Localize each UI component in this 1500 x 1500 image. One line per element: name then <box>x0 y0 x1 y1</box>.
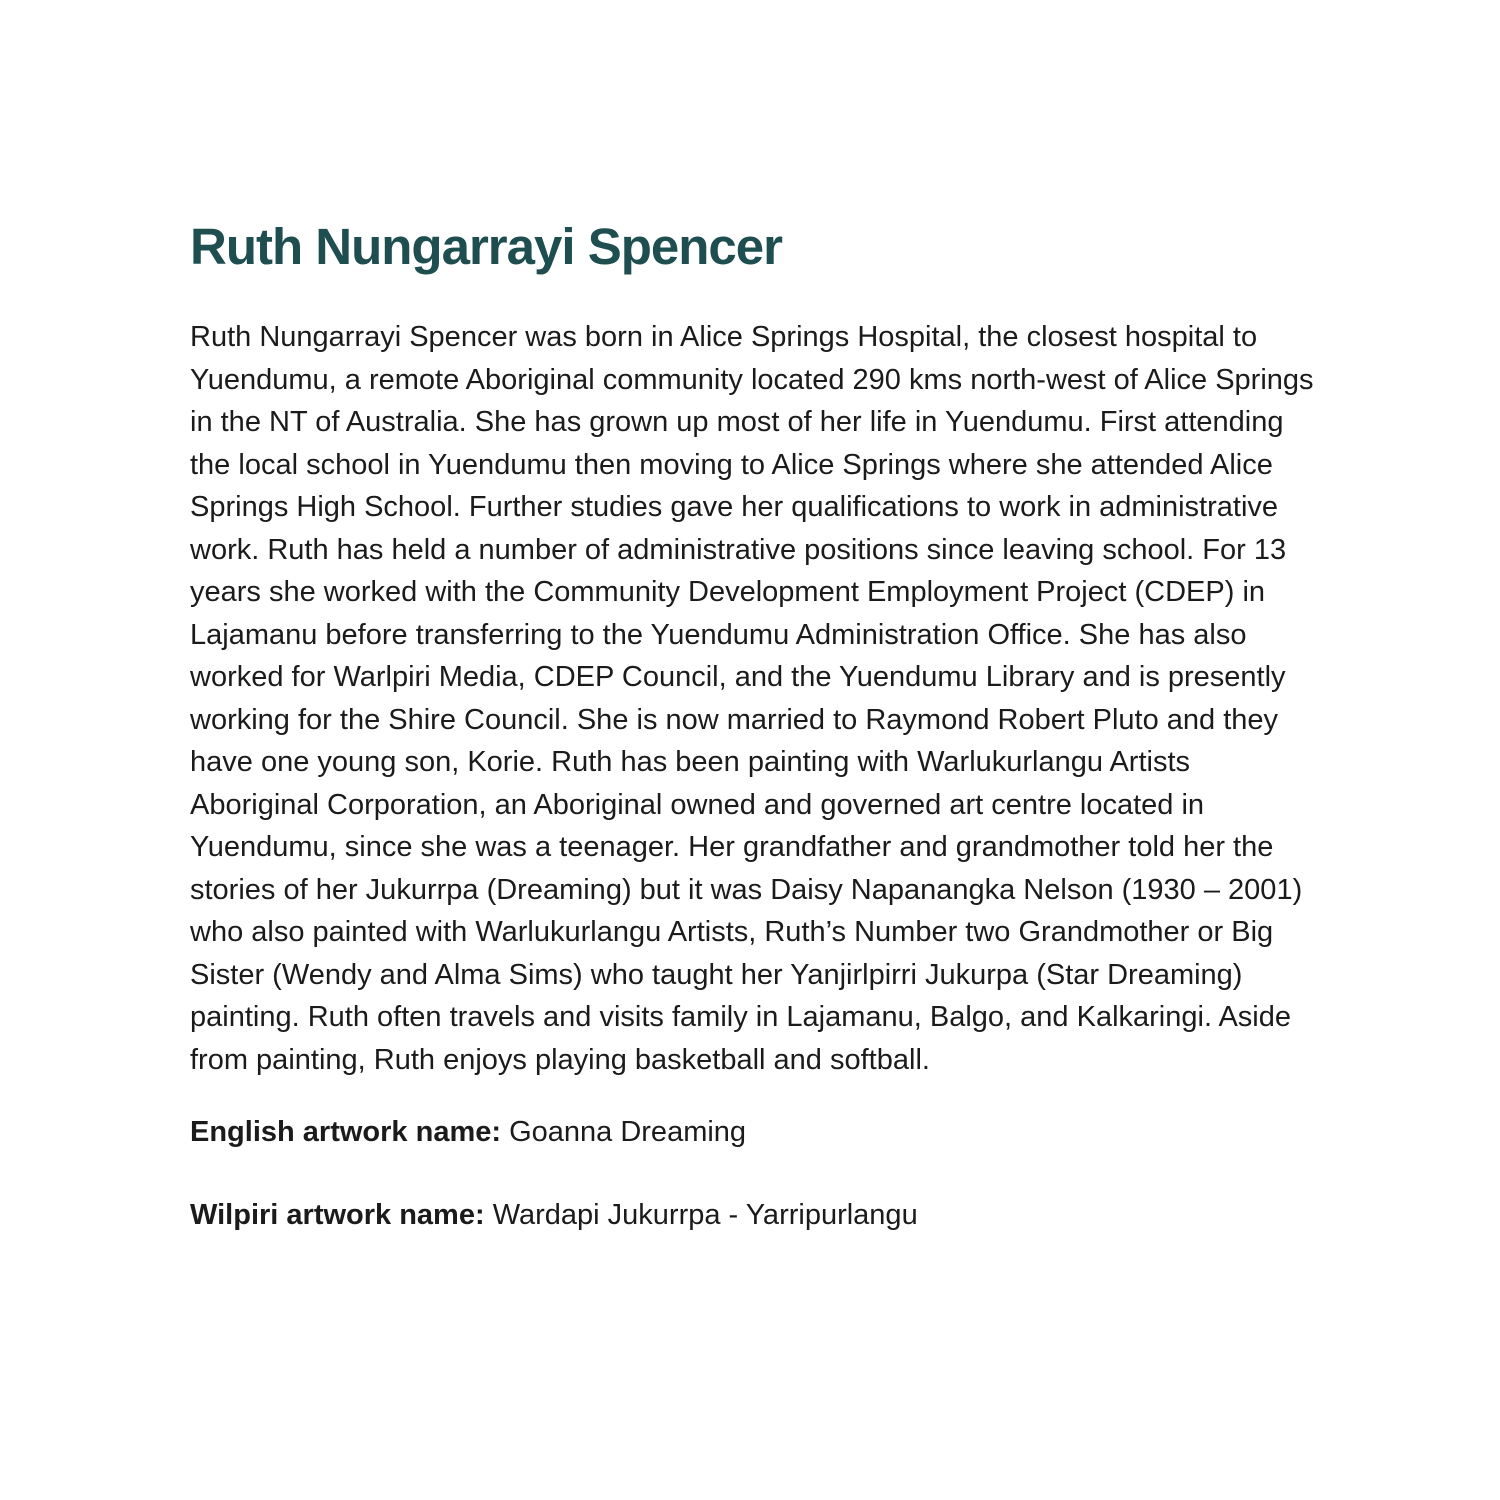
wilpiri-artwork-name-row <box>190 1194 1325 1237</box>
english-artwork-name-value: Goanna Dreaming <box>509 1116 747 1148</box>
english-artwork-name-label: English artwork name: <box>190 1116 502 1148</box>
english-artwork-name-row <box>190 1111 1325 1154</box>
artist-biography: Ruth Nungarrayi Spencer was born in Alice Springs Hospital, the closest hospital to Yuendumu, a remote Aboriginal community located 290 kms north-west of Alice Springs in the NT of Australia. She has grown up most of her life in Yuendumu. First attending the local school in Yuendumu then moving to Alice Springs where she attended Alice Springs High School. Further studies gave her qualifications to work in administrative work. Ruth has held a number of administrative positions since leaving school. For 13 years she worked with the Community Development Employment Project (CDEP) in Lajamanu before transferring to the Yuendumu Administration Office. She has also worked for Warlpiri Media, CDEP Council, and the Yuendumu Library and is presently working for the Shire Council. She is now married to Raymond Robert Pluto and they have one young son, Korie. Ruth has been painting with Warlukurlangu Artists Aboriginal Corporation, an Aboriginal owned and governed art centre located in Yuendumu, since she was a teenager. Her grandfather and grandmother told her the stories of her Jukurrpa (Dreaming) but it was Daisy Napanangka Nelson (1930 – 2001) who also painted with Warlukurlangu Artists, Ruth’s Number two Grandmother or Big Sister (Wendy and Alma Sims) who taught her Yanjirlpirri Jukurpa (Star Dreaming) painting. Ruth often travels and visits family in Lajamanu, Balgo, and Kalkaringi. Aside from painting, Ruth enjoys playing basketball and softball. <box>190 321 1314 1076</box>
page-title: Ruth Nungarrayi Spencer <box>190 218 782 275</box>
wilpiri-artwork-name-label: Wilpiri artwork name: <box>190 1198 485 1231</box>
wilpiri-artwork-name-value: Wardapi Jukurrpa - Yarripurlangu <box>492 1198 918 1231</box>
